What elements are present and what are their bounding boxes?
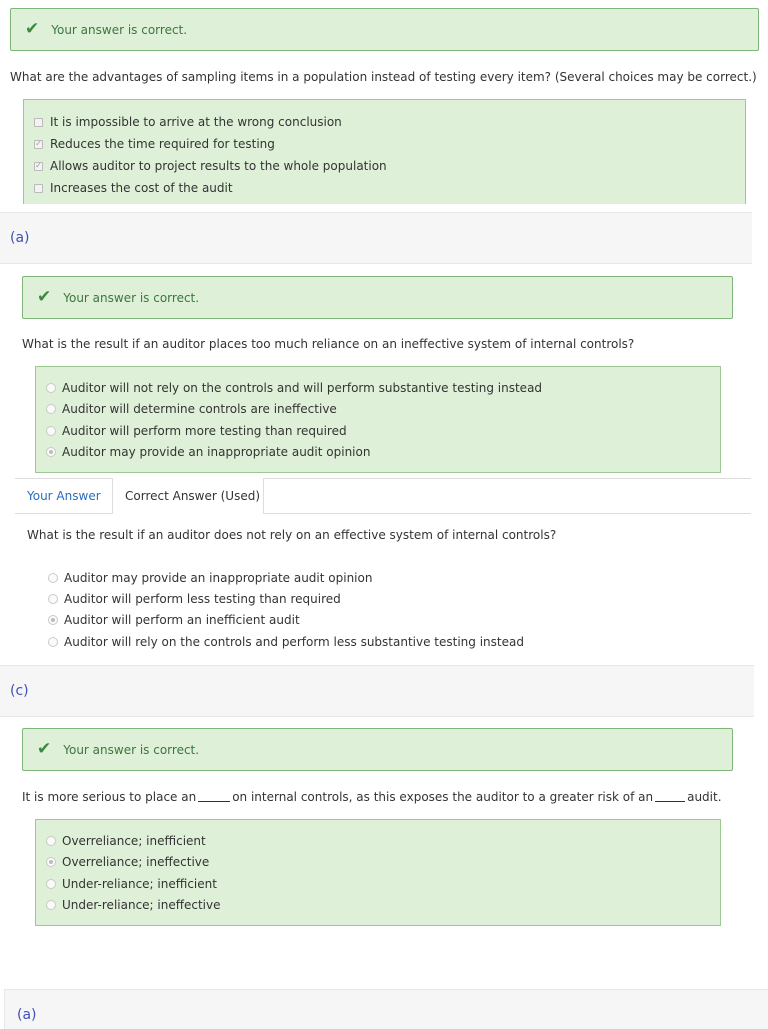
radio-button[interactable] <box>48 637 58 647</box>
checkmark-icon: ✔ <box>37 739 52 759</box>
choice-option[interactable] <box>48 571 372 585</box>
choices-list <box>38 562 718 658</box>
radio-button[interactable] <box>46 426 56 436</box>
choice-label: Overreliance; inefficient <box>62 834 206 848</box>
choice-label: Auditor will rely on the controls and perform less substantive testing instead <box>64 635 524 649</box>
choice-label: Allows auditor to project results to the whole population <box>50 159 387 173</box>
feedback-text: Your answer is correct. <box>51 22 188 37</box>
radio-button[interactable] <box>48 573 58 583</box>
feedback-banner <box>22 276 733 319</box>
radio-button-selected[interactable] <box>46 447 56 457</box>
choice-option[interactable] <box>46 834 206 848</box>
feedback-banner <box>10 8 759 51</box>
part-label-bar <box>0 665 754 717</box>
choice-option[interactable] <box>48 635 524 649</box>
choice-label: Auditor will determine controls are ineffective <box>62 402 337 416</box>
choices-box <box>23 99 746 204</box>
checkbox[interactable] <box>34 184 43 193</box>
question-part: on internal controls, as this exposes the auditor to a greater risk of an <box>232 790 654 804</box>
choice-option[interactable] <box>46 898 221 912</box>
radio-button[interactable] <box>46 900 56 910</box>
choice-label: Under-reliance; inefficient <box>62 877 217 891</box>
checkbox-checked[interactable]: ✓ <box>35 161 42 170</box>
checkbox-checked[interactable]: ✓ <box>35 139 42 148</box>
feedback-text: Your answer is correct. <box>63 290 200 305</box>
part-label: (c) <box>10 683 29 699</box>
checkmark-icon: ✔ <box>37 287 52 307</box>
choice-option[interactable] <box>46 877 217 891</box>
choice-label: Reduces the time required for testing <box>50 137 275 151</box>
part-label: (a) <box>10 230 30 246</box>
radio-button[interactable] <box>46 383 56 393</box>
part-label-bar <box>4 989 768 1029</box>
radio-button[interactable] <box>46 836 56 846</box>
choices-box <box>35 819 721 926</box>
choice-label: Auditor will perform more testing than required <box>62 424 347 438</box>
tab-correct-answer[interactable]: Correct Answer (Used) <box>125 489 261 503</box>
choice-option[interactable] <box>46 424 347 438</box>
answer-tabs <box>15 478 751 514</box>
choice-label: Auditor will not rely on the controls and will perform substantive testing instead <box>62 381 543 395</box>
question-text <box>22 790 722 804</box>
question-part: It is more serious to place an <box>22 790 197 804</box>
choice-option[interactable] <box>48 613 300 627</box>
radio-button[interactable] <box>46 404 56 414</box>
choice-option[interactable] <box>34 115 342 129</box>
question-part: audit. <box>687 790 722 804</box>
choice-option[interactable] <box>48 592 341 606</box>
choice-option[interactable] <box>46 381 542 395</box>
choice-option[interactable] <box>34 159 387 173</box>
part-label: (a) <box>17 1007 37 1023</box>
choice-label: Increases the cost of the audit <box>50 181 233 195</box>
choice-option[interactable] <box>46 402 337 416</box>
radio-button-selected[interactable] <box>46 857 56 867</box>
blank-2 <box>655 801 685 802</box>
feedback-banner <box>22 728 733 771</box>
tab-your-answer[interactable]: Your Answer <box>27 489 101 503</box>
choice-label: Auditor may provide an inappropriate audit opinion <box>64 571 373 585</box>
question-text: What is the result if an auditor places too much reliance on an ineffective system of internal controls? <box>22 337 635 351</box>
choice-label: Auditor will perform less testing than required <box>64 592 341 606</box>
choice-option[interactable] <box>46 445 370 459</box>
question-text: What are the advantages of sampling items in a population instead of testing every item? (Several choices may be correct.) <box>10 70 757 84</box>
choice-label: It is impossible to arrive at the wrong conclusion <box>50 115 342 129</box>
radio-button-selected[interactable] <box>48 615 58 625</box>
choice-option[interactable] <box>46 855 209 869</box>
question-text: What is the result if an auditor does not rely on an effective system of internal controls? <box>27 528 557 542</box>
blank-1 <box>198 801 230 802</box>
choice-label: Auditor will perform an inefficient audit <box>64 613 300 627</box>
choice-option[interactable] <box>34 137 275 151</box>
choice-label: Under-reliance; ineffective <box>62 898 221 912</box>
choice-label: Overreliance; ineffective <box>62 855 210 869</box>
choice-label: Auditor may provide an inappropriate audit opinion <box>62 445 371 459</box>
radio-button[interactable] <box>46 879 56 889</box>
choice-option[interactable] <box>34 181 233 195</box>
part-label-bar <box>0 212 752 264</box>
choices-box <box>35 366 721 473</box>
checkbox[interactable] <box>34 118 43 127</box>
radio-button[interactable] <box>48 594 58 604</box>
checkmark-icon: ✔ <box>25 19 40 39</box>
feedback-text: Your answer is correct. <box>63 742 200 757</box>
